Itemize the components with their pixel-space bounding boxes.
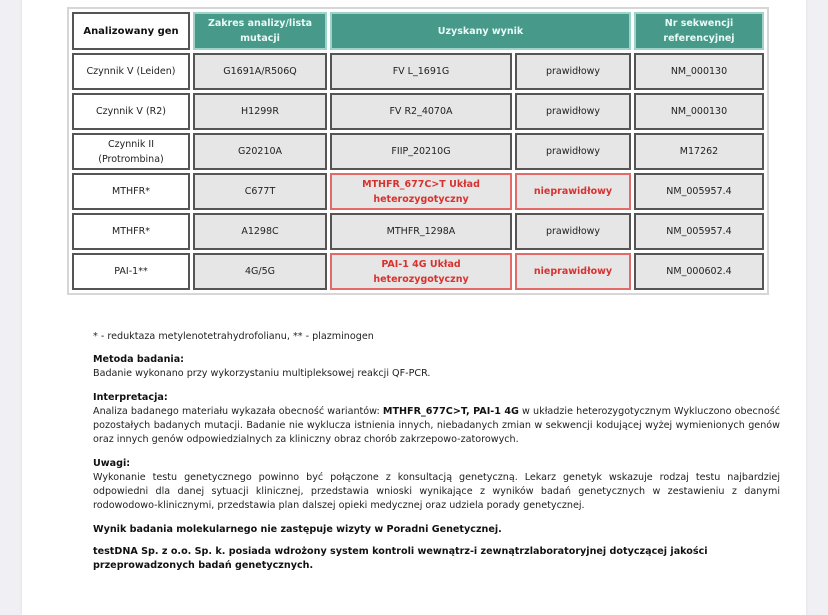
cell-result-abnormal: MTHFR_677C>T Układ heterozygotyczny — [330, 173, 512, 210]
cell-status: prawidłowy — [515, 93, 631, 130]
notes-title: Uwagi: — [93, 458, 131, 469]
cell-result-abnormal: PAI-1 4G Układ heterozygotyczny — [330, 253, 512, 290]
table-row — [72, 253, 764, 290]
quality-statement: testDNA Sp. z o.o. Sp. k. posiada wdrożony system kontroli wewnątrz-i zewnątrzlaboratoryjnej dotyczącej jakości przeprowadzonych badań genetycznych. — [93, 546, 708, 571]
results-table — [69, 9, 767, 293]
table-row — [72, 53, 764, 90]
cell-status: prawidłowy — [515, 213, 631, 250]
table-row — [72, 213, 764, 250]
cell-gene: Czynnik V (Leiden) — [72, 53, 190, 90]
cell-reference: NM_000130 — [634, 53, 764, 90]
table-header-row — [72, 12, 764, 50]
cell-status-abnormal: nieprawidłowy — [515, 253, 631, 290]
footnote: * - reduktaza metylenotetrahydrofolianu, ** - plazminogen — [93, 331, 374, 342]
cell-gene: Czynnik V (R2) — [72, 93, 190, 130]
table-row — [72, 133, 764, 170]
cell-result: FIIP_20210G — [330, 133, 512, 170]
header-reference: Nr sekwencji referencyjnej — [634, 12, 764, 50]
cell-result: FV L_1691G — [330, 53, 512, 90]
cell-gene: PAI-1** — [72, 253, 190, 290]
table-row — [72, 93, 764, 130]
disclaimer: Wynik badania molekularnego nie zastępuje wizyty w Poradni Genetycznej. — [93, 524, 502, 535]
notes-section — [93, 457, 780, 513]
cell-range: 4G/5G — [193, 253, 327, 290]
interpretation-title: Interpretacja: — [93, 392, 168, 403]
method-title: Metoda badania: — [93, 354, 185, 365]
method-section — [93, 353, 780, 381]
cell-range: G1691A/R506Q — [193, 53, 327, 90]
header-result: Uzyskany wynik — [330, 12, 631, 50]
cell-status-abnormal: nieprawidłowy — [515, 173, 631, 210]
cell-status: prawidłowy — [515, 133, 631, 170]
cell-reference: NM_005957.4 — [634, 173, 764, 210]
document-page — [22, 0, 806, 615]
interpretation-section — [93, 391, 780, 447]
notes-text: Wykonanie testu genetycznego powinno być połączone z konsultacją genetyczną. Lekarz genetyk wskazuje rodzaj testu najbardziej odpowiedni dla danej sytuacji klinicznej, przedstawia wnioski wynikające z wyników badań genetycznych w zestawieniu z danymi rodowodowo-klinicznymi, przedstawia plan dalszej opieki medycznej oraz udziela porady genetycznej. — [93, 472, 780, 511]
cell-status: prawidłowy — [515, 53, 631, 90]
cell-gene: MTHFR* — [72, 213, 190, 250]
cell-result: FV R2_4070A — [330, 93, 512, 130]
cell-reference: M17262 — [634, 133, 764, 170]
cell-reference: NM_005957.4 — [634, 213, 764, 250]
method-text: Badanie wykonano przy wykorzystaniu multipleksowej reakcji QF-PCR. — [93, 368, 431, 379]
cell-range: C677T — [193, 173, 327, 210]
cell-reference: NM_000602.4 — [634, 253, 764, 290]
header-gene: Analizowany gen — [72, 12, 190, 50]
table-row — [72, 173, 764, 210]
interpretation-text — [93, 405, 780, 447]
interpretation-text-before: Analiza badanego materiału wykazała obecność wariantów: — [93, 406, 383, 417]
cell-range: A1298C — [193, 213, 327, 250]
header-range: Zakres analizy/lista mutacji — [193, 12, 327, 50]
cell-gene: MTHFR* — [72, 173, 190, 210]
cell-reference: NM_000130 — [634, 93, 764, 130]
interpretation-text-after: w układzie heterozygotycznym Wykluczono obecność pozostałych badanych mutacji. Badanie nie wyklucza istnienia innych, niebadanych zmian w sekwencji kodującej wyżej wymienionych genów oraz innych genów odpowiedzialnych za kliniczny obraz chorób zakrzepowo-zatorowych. — [93, 406, 780, 445]
cell-range: H1299R — [193, 93, 327, 130]
cell-gene: Czynnik II (Protrombina) — [72, 133, 190, 170]
interpretation-variants: MTHFR_677C>T, PAI-1 4G — [382, 406, 519, 417]
cell-range: G20210A — [193, 133, 327, 170]
cell-result: MTHFR_1298A — [330, 213, 512, 250]
